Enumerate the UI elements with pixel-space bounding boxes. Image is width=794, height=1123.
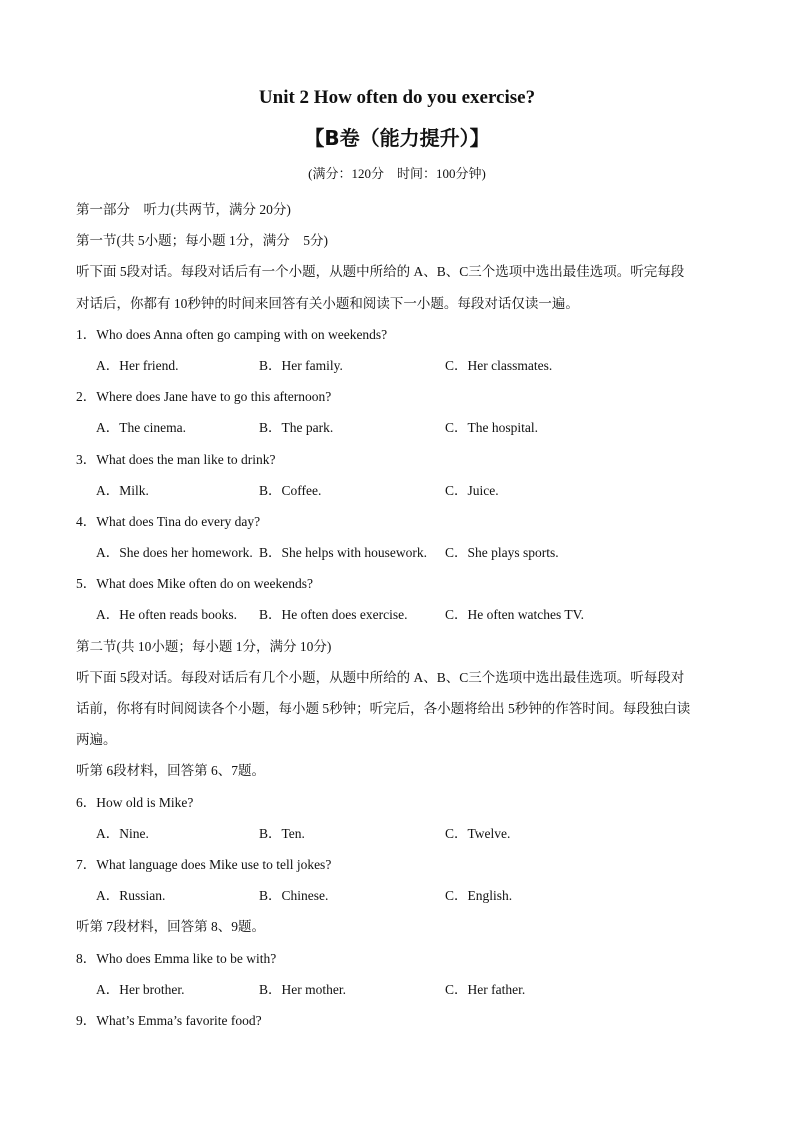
section1-heading: 第一节(共 5小题；每小题 1分，满分 5分) <box>76 233 328 249</box>
option-a: A．He often reads books. <box>96 607 237 623</box>
page-title: Unit 2 How often do you exercise? <box>258 87 536 108</box>
question-8: 8．Who does Emma like to be with? <box>76 950 277 966</box>
score-info: (满分：120分 时间：100分钟) <box>308 166 486 181</box>
question-2-options <box>76 412 726 443</box>
question-9: 9．What’s Emma’s favorite food? <box>76 1012 262 1028</box>
part1-heading: 第一部分 听力(共两节，满分 20分) <box>76 202 291 217</box>
question-1-options <box>76 350 726 381</box>
question-3-options <box>76 475 726 506</box>
question-4-options <box>76 537 726 568</box>
option-c: C．Twelve. <box>445 825 511 841</box>
option-c: C．Juice. <box>445 482 499 498</box>
option-a: A．She does her homework. <box>96 545 253 561</box>
question-2: 2．Where does Jane have to go this afternoon? <box>76 389 332 405</box>
question-6: 6．How old is Mike? <box>76 794 194 810</box>
question-1: 1．Who does Anna often go camping with on weekends? <box>76 326 388 342</box>
section1-instructions-line: 听下面 5段对话。每段对话后有一个小题，从题中所给的 A、B、C三个选项中选出最佳选项。听完每段 <box>76 264 685 280</box>
option-c: C．English. <box>445 888 513 904</box>
option-a: A．Russian. <box>96 888 166 904</box>
option-c: C．The hospital. <box>445 420 538 436</box>
material-6-label: 听第 6段材料，回答第 6、7题。 <box>76 763 265 779</box>
option-b: B．Ten. <box>259 825 305 841</box>
option-b: B．She helps with housework. <box>259 545 427 561</box>
page-subtitle: 【B卷（能力提升）】 <box>304 126 490 150</box>
option-c: C．He often watches TV. <box>445 607 584 623</box>
section2-instructions-line: 话前，你将有时间阅读各个小题，每小题 5秒钟；听完后，各小题将给出 5秒钟的作答时间。每段独白读 <box>76 701 691 716</box>
section2-instructions-line: 两遍。 <box>76 732 117 748</box>
option-a: A．Her brother. <box>96 981 185 997</box>
option-b: B．Chinese. <box>259 888 329 904</box>
option-b: B．He often does exercise. <box>259 607 408 623</box>
option-c: C．Her classmates. <box>445 357 553 373</box>
section2-instructions-line: 听下面 5段对话。每段对话后有几个小题，从题中所给的 A、B、C三个选项中选出最佳选项。听每段对 <box>76 669 685 685</box>
option-a: A．Milk. <box>96 482 149 498</box>
section2-heading: 第二节(共 10小题；每小题 1分，满分 10分) <box>76 638 332 654</box>
option-a: A．Nine. <box>96 825 149 841</box>
option-b: B．Her family. <box>259 357 343 373</box>
option-b: B．Coffee. <box>259 482 322 498</box>
question-5: 5．What does Mike often do on weekends? <box>76 576 313 592</box>
material-7-label: 听第 7段材料，回答第 8、9题。 <box>76 919 265 935</box>
question-3: 3．What does the man like to drink? <box>76 451 276 467</box>
option-a: A．Her friend. <box>96 357 179 373</box>
question-7-options <box>76 880 726 911</box>
exam-content <box>76 194 726 1036</box>
question-5-options <box>76 599 726 630</box>
section1-instructions-line: 对话后，你都有 10秒钟的时间来回答有关小题和阅读下一小题。每段对话仅读一遍。 <box>76 295 579 311</box>
question-6-options <box>76 818 726 849</box>
question-4: 4．What does Tina do every day? <box>76 513 261 529</box>
option-a: A．The cinema. <box>96 420 186 436</box>
option-b: B．Her mother. <box>259 981 346 997</box>
option-c: C．Her father. <box>445 981 526 997</box>
question-7: 7．What language does Mike use to tell jokes? <box>76 856 332 872</box>
option-c: C．She plays sports. <box>445 545 559 561</box>
option-b: B．The park. <box>259 420 334 436</box>
question-8-options <box>76 974 726 1005</box>
